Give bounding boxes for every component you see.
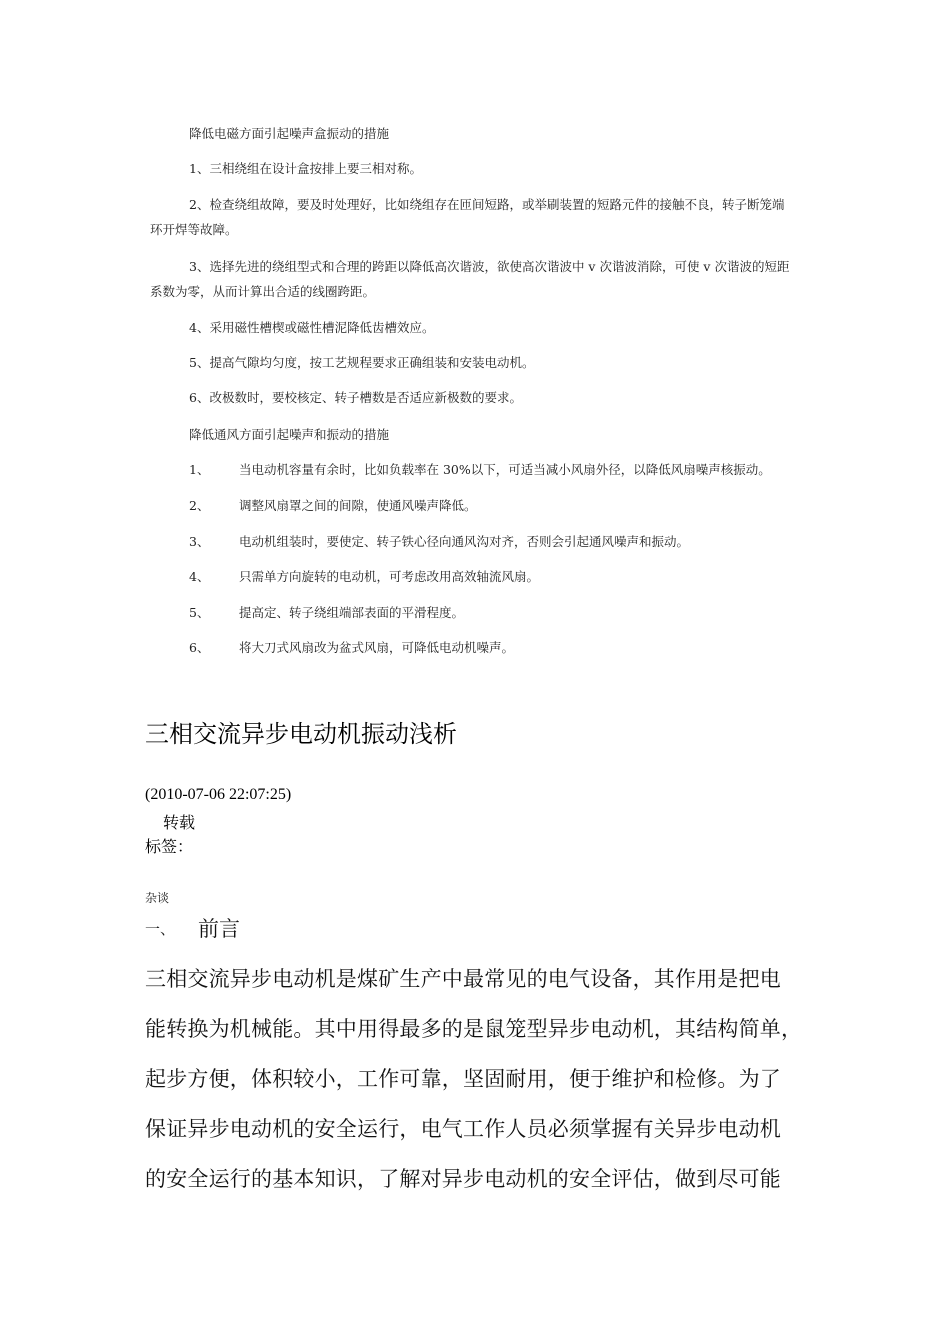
section1-item-6: 6、改极数时，要校核定、转子槽数是否适应新极数的要求。 xyxy=(189,390,522,405)
paragraph-line: 能转换为机械能。其中用得最多的是鼠笼型异步电动机，其结构简单， xyxy=(145,1017,803,1041)
article-date: (2010-07-06 22:07:25) xyxy=(145,786,292,803)
paragraph-line: 保证异步电动机的安全运行，电气工作人员必须掌握有关异步电动机 xyxy=(145,1117,781,1141)
section2-item-number: 2、 xyxy=(189,498,210,513)
repost-label: 转载 xyxy=(163,815,196,832)
section-number: 一、 xyxy=(145,920,176,938)
section2-item-number: 3、 xyxy=(189,534,210,549)
section1-item-2-line2: 环开焊等故障。 xyxy=(150,222,238,237)
section-title: 前言 xyxy=(198,917,240,941)
section2-item-text: 只需单方向旋转的电动机，可考虑改用高效轴流风扇。 xyxy=(239,569,540,584)
section2-item-number: 4、 xyxy=(189,569,210,584)
section2-item-text: 提高定、转子绕组端部表面的平滑程度。 xyxy=(239,605,465,620)
section1-item-4: 4、采用磁性槽楔或磁性槽泥降低齿槽效应。 xyxy=(189,320,435,335)
tags-label: 标签： xyxy=(145,839,194,856)
section1-item-3-line1: 3、选择先进的绕组型式和合理的跨距以降低高次谐波，欲使高次谐波中 v 次谐波消除，可使 v 次谐波的短距 xyxy=(189,259,790,274)
section2-item-text: 将大刀式风扇改为盆式风扇，可降低电动机噪声。 xyxy=(239,640,515,655)
tag-item: 杂谈 xyxy=(145,891,170,905)
section2-item-text: 当电动机容量有余时，比如负载率在 30%以下，可适当减小风扇外径，以降低风扇噪声核振动。 xyxy=(239,462,771,477)
paragraph-line: 三相交流异步电动机是煤矿生产中最常见的电气设备，其作用是把电 xyxy=(145,967,781,991)
section2-item-number: 1、 xyxy=(189,462,210,477)
section1-item-5: 5、提高气隙均匀度，按工艺规程要求正确组装和安装电动机。 xyxy=(189,355,535,370)
section1-item-2-line1: 2、检查绕组故障，要及时处理好，比如绕组存在匝间短路，或举刷装置的短路元件的接触不良，转子断笼端 xyxy=(189,197,785,212)
section2-item-text: 调整风扇罩之间的间隙，使通风噪声降低。 xyxy=(239,498,477,513)
section1-item-3-line2: 系数为零，从而计算出合适的线圈跨距。 xyxy=(150,284,376,299)
section2-heading: 降低通风方面引起噪声和振动的措施 xyxy=(189,427,390,442)
section2-item-text: 电动机组装时，要使定、转子铁心径向通风沟对齐，否则会引起通风噪声和振动。 xyxy=(239,534,690,549)
section2-item-number: 5、 xyxy=(189,605,210,620)
paragraph-line: 起步方便，体积较小，工作可靠，坚固耐用，便于维护和检修。为了 xyxy=(145,1067,781,1091)
section2-item-number: 6、 xyxy=(189,640,210,655)
section1-heading: 降低电磁方面引起噪声盒振动的措施 xyxy=(189,126,390,141)
section1-item-1: 1、三相绕组在设计盒按排上要三相对称。 xyxy=(189,161,422,176)
article-title: 三相交流异步电动机振动浅析 xyxy=(145,720,457,748)
paragraph-line: 的安全运行的基本知识，了解对异步电动机的安全评估，做到尽可能 xyxy=(145,1167,781,1191)
